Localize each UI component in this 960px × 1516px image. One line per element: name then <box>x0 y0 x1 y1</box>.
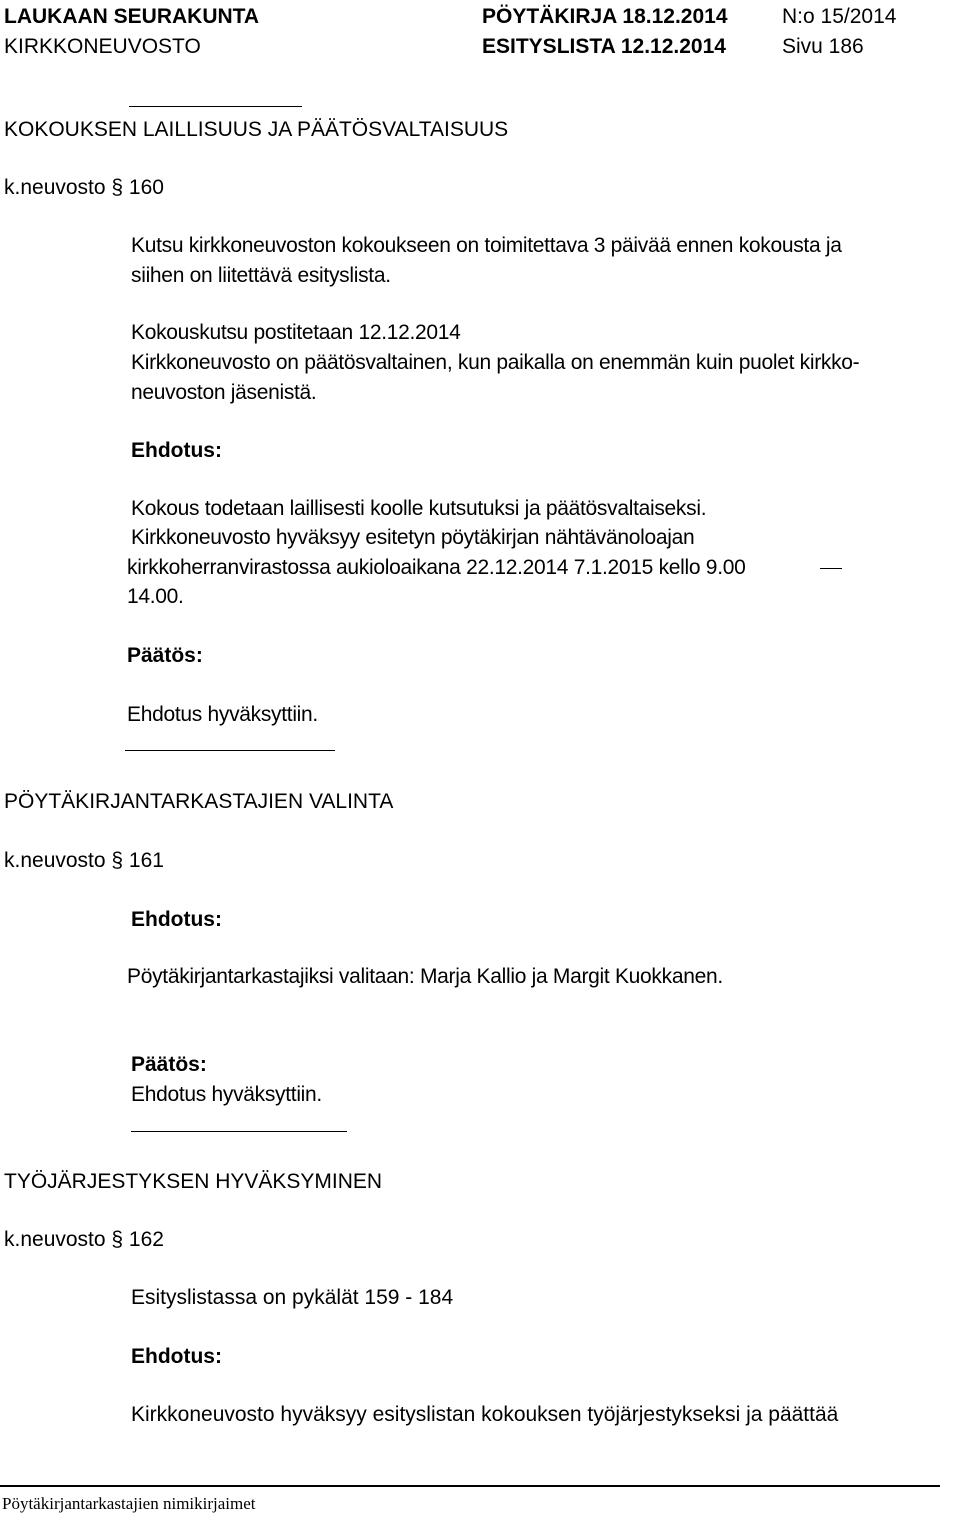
page-number: Sivu 186 <box>782 35 864 58</box>
document-number: N:o 15/2014 <box>782 5 897 28</box>
signature-initials-label: Pöytäkirjantarkastajien nimikirjaimet <box>2 1494 256 1513</box>
section-reference: k.neuvosto § 162 <box>4 1228 164 1251</box>
section-heading: KOKOUKSEN LAILLISUUS JA PÄÄTÖSVALTAISUUS <box>4 118 509 141</box>
paragraph-text: Esityslistassa on pykälät 159 - 184 <box>131 1286 454 1309</box>
proposal-line: 14.00. <box>127 585 184 608</box>
section-heading: PÖYTÄKIRJANTARKASTAJIEN VALINTA <box>4 790 394 813</box>
section-reference: k.neuvosto § 160 <box>4 176 164 199</box>
proposal-text: Kirkkoneuvosto hyväksyy esityslistan kokouksen työjärjestykseksi ja päättää <box>131 1403 839 1426</box>
section-divider <box>129 106 302 107</box>
proposal-label: Ehdotus: <box>131 439 222 462</box>
paragraph-line: siihen on liitettävä esityslista. <box>131 264 391 287</box>
paragraph-line: Kutsu kirkkoneuvoston kokoukseen on toimitettava 3 päivää ennen kokousta ja <box>131 234 842 257</box>
organization-name: LAUKAAN SEURAKUNTA <box>4 5 260 28</box>
proposal-text: Pöytäkirjantarkastajiksi valitaan: Marja Kallio ja Margit Kuokkanen. <box>127 965 723 988</box>
proposal-line: Kokous todetaan laillisesti koolle kutsutuksi ja päätösvaltaiseksi. <box>131 497 707 520</box>
decision-label: Päätös: <box>131 1053 207 1076</box>
proposal-label: Ehdotus: <box>131 908 222 931</box>
paragraph-line: Kokouskutsu postitetaan 12.12.2014 <box>131 321 461 344</box>
section-divider <box>125 750 335 751</box>
agenda-date: ESITYSLISTA 12.12.2014 <box>482 35 726 58</box>
decision-text: Ehdotus hyväksyttiin. <box>131 1083 322 1106</box>
proposal-line: Kirkkoneuvosto hyväksyy esitetyn pöytäkirjan nähtävänoloajan <box>131 526 695 549</box>
section-heading: TYÖJÄRJESTYKSEN HYVÄKSYMINEN <box>4 1170 383 1193</box>
dash <box>820 568 842 569</box>
body-name: KIRKKONEUVOSTO <box>4 35 201 58</box>
proposal-label: Ehdotus: <box>131 1345 222 1368</box>
section-reference: k.neuvosto § 161 <box>4 849 164 872</box>
minutes-date: PÖYTÄKIRJA 18.12.2014 <box>482 5 728 28</box>
decision-label: Päätös: <box>127 644 203 667</box>
footer-divider <box>0 1485 940 1487</box>
paragraph-line: Kirkkoneuvosto on päätösvaltainen, kun paikalla on enemmän kuin puolet kirkko- <box>131 351 860 374</box>
section-divider <box>131 1131 347 1132</box>
paragraph-line: neuvoston jäsenistä. <box>131 381 317 404</box>
decision-text: Ehdotus hyväksyttiin. <box>127 703 318 726</box>
proposal-line: kirkkoherranvirastossa aukioloaikana 22.12.2014 7.1.2015 kello 9.00 <box>127 556 746 579</box>
